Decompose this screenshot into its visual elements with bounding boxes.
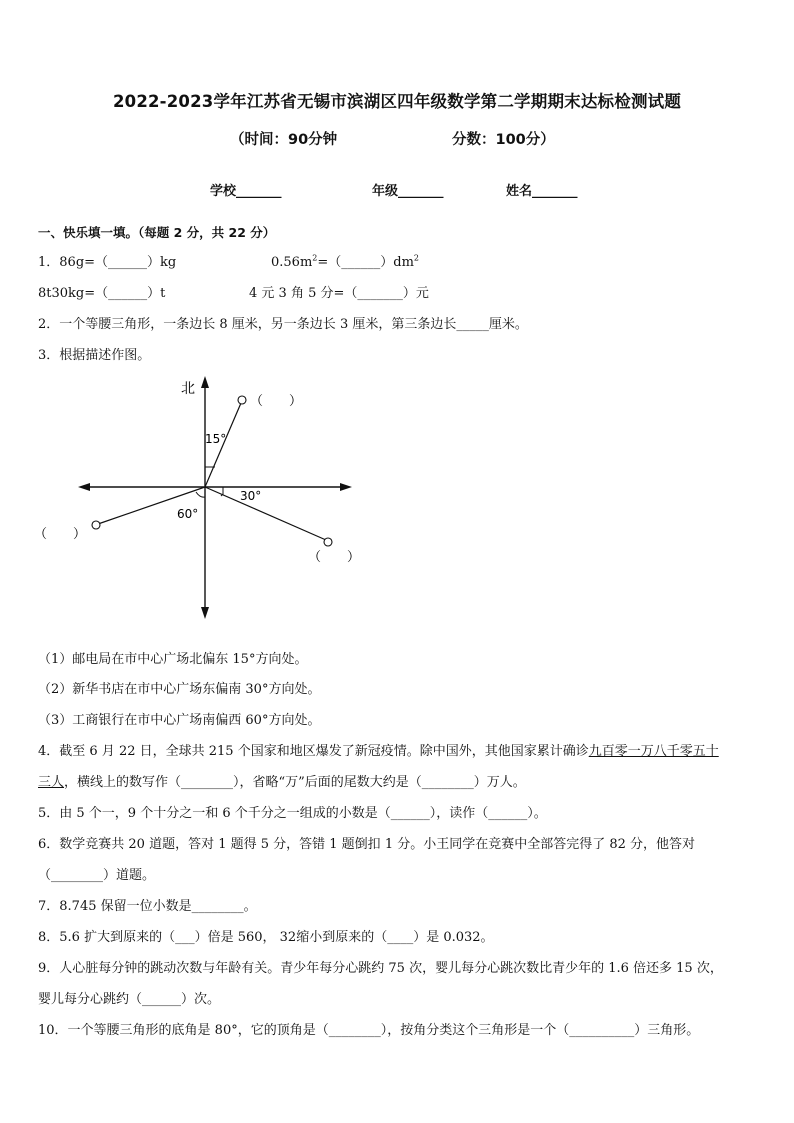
- question-2: 2．一个等腰三角形，一条边长 8 厘米，另一条边长 3 厘米，第三条边长_____厘米。: [38, 317, 528, 332]
- north-arrow: [201, 376, 209, 388]
- exam-meta: [0, 128, 794, 150]
- question-4-line-2: 三人，横线上的数写作（________），省略“万”后面的尾数大约是（________）万人。: [38, 775, 526, 790]
- question-9-line-2: 婴儿每分心跳约（______）次。: [38, 992, 221, 1007]
- question-5: 5．由 5 个一，9 个十分之一和 6 个千分之一组成的小数是（______），读作（______）。: [38, 806, 547, 821]
- question-3: 3．根据描述作图。: [38, 348, 151, 363]
- west-arrow: [78, 483, 90, 491]
- question-8: 8．5.6 扩大到原来的（___）倍是 560， 32缩小到原来的（____）是 0.032。: [38, 930, 494, 945]
- name-field: 姓名_______: [506, 184, 578, 199]
- question-9-line-1: 9．人心脏每分钟的跳动次数与年龄有关。青少年每分心跳约 75 次，婴儿每分心跳次数比青少年的 1.6 倍还多 15 次，: [38, 961, 723, 976]
- student-info: [0, 180, 794, 200]
- q1-part-d: 4 元 3 角 5 分=（_______）元: [249, 286, 429, 301]
- angle-label-15: 15°: [205, 432, 227, 446]
- point-ne: [238, 396, 246, 404]
- q1-part-b: $0.56m^2=(\_\_\_\_\_\_)dm^2$: [271, 253, 420, 270]
- exam-time: （时间：90分钟: [230, 132, 338, 148]
- q3-item-2: （2）新华书店在市中心广场东偏南 30°方向处。: [38, 682, 321, 697]
- school-field: 学校_______: [210, 184, 282, 199]
- blank-sw: （ ）: [34, 527, 87, 542]
- q1-part-c: 8t30kg=（______）t: [38, 286, 166, 301]
- q3-item-1: （1）邮电局在市中心广场北偏东 15°方向处。: [38, 652, 308, 667]
- blank-se: （ ）: [308, 550, 361, 565]
- angle-label-60: 60°: [177, 507, 199, 521]
- blank-ne: （ ）: [250, 394, 303, 409]
- q3-item-3: （3）工商银行在市中心广场南偏西 60°方向处。: [38, 713, 321, 728]
- east-arrow: [340, 483, 352, 491]
- question-6-line-2: （________）道题。: [38, 868, 156, 883]
- angle-mark-sw: [196, 492, 205, 497]
- section-heading: 一、快乐填一填。（每题 2 分，共 22 分）: [38, 225, 276, 240]
- page-title: 2022-2023学年江苏省无锡市滨湖区四年级数学第二学期期末达标检测试题: [112, 92, 682, 111]
- question-7: 7．8.745 保留一位小数是________。: [38, 899, 257, 914]
- q1-part-a: 1．86g=（______）kg: [38, 255, 177, 270]
- point-se: [324, 538, 332, 546]
- point-sw: [92, 521, 100, 529]
- question-10: 10．一个等腰三角形的底角是 80°，它的顶角是（________），按角分类这个三角形是一个（__________）三角形。: [38, 1023, 700, 1038]
- ray-se: [205, 487, 326, 540]
- north-label: 北: [181, 381, 195, 397]
- south-arrow: [201, 607, 209, 619]
- exam-score: 分数：100分）: [452, 132, 555, 148]
- grade-field: 年级_______: [372, 184, 444, 199]
- question-6-line-1: 6．数学竞赛共 20 道题，答对 1 题得 5 分，答错 1 题倒扣 1 分。小王同学在竞赛中全部答完得了 82 分，他答对: [38, 837, 696, 852]
- question-4-line-1: 4．截至 6 月 22 日，全球共 215 个国家和地区爆发了新冠疫情。除中国外，其他国家累计确诊九百零一万八千零五十: [38, 744, 719, 759]
- direction-diagram: [30, 370, 370, 625]
- angle-label-30: 30°: [240, 489, 262, 503]
